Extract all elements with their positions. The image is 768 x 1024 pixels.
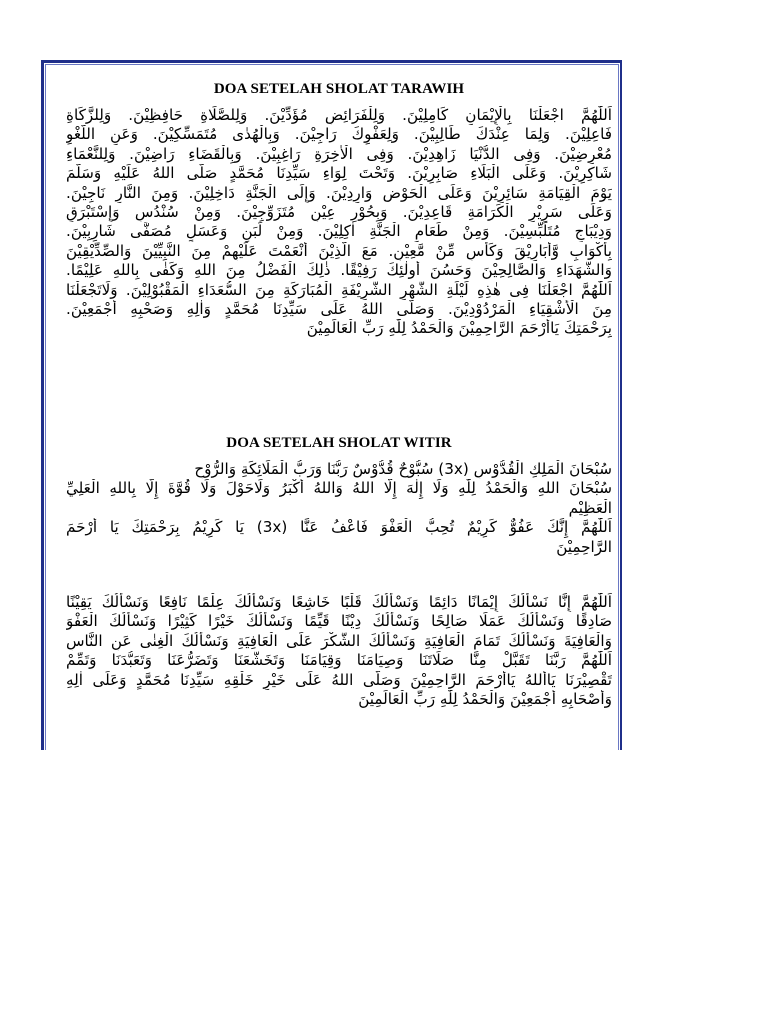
witir-title: DOA SETELAH SHOLAT WITIR — [226, 435, 452, 451]
tarawih-line: فَاعِلِيْنَ. وَلِمَا عِنْدَكَ طَالِبِيْنَ. وَلِعَفْوِكَ رَاجِيْنَ. وَبِالْهُدٰى مُتَمَسِّكِيْنَ. وَعَنِ اللَّغْوِ — [66, 125, 612, 144]
tarawih-title: DOA SETELAH SHOLAT TARAWIH — [213, 81, 465, 97]
tarawih-line: اَللّٰهُمَّ اجْعَلْنَا بِالْإِيْمَانِ كَامِلِيْنَ. وَلِلْفَرَائِضِ مُؤَدِّيْنَ. وَلِلصَّلَاةِ حَافِظِيْنَ. وَلِلزَّكَاةِ — [66, 106, 612, 124]
tarawih-line: وَدِيْبَاجٍ مُتَلَبِّسِيْنَ. وَمِنْ طَعَامِ الْجَنَّةِ اٰكِلِيْنَ. وَمِنْ لَبَنٍ وَعَسَلٍ مُصَفًّى شَارِبِيْنَ. — [66, 222, 612, 241]
paragraph-gap — [66, 557, 612, 593]
tarawih-line: بِأَكْوَابٍ وَّأَبَارِيْقَ وَكَأْسٍ مِّنْ مَّعِيْنٍ. مَعَ الَّذِيْنَ أَنْعَمْتَ عَلَيْهِمْ مِنَ النَّبِيِّيْنَ وَالصِّدِّيْقِيْنَ — [66, 241, 612, 260]
witir-line: وَأَصْحَابِهِ أَجْمَعِيْنَ وَالْحَمْدُ لِلّٰهِ رَبِّ الْعَالَمِيْنَ — [358, 690, 612, 709]
witir-line: اَللّٰهُمَّ رَبَّنَا تَقَبَّلْ مِنَّا صَلَاتَنَا وَصِيَامَنَا وَقِيَامَنَا وَتَخَشُّعَنَا وَتَضَرُّعَنَا وَتَعَبُّدَنَا وَتَمِّمْ — [66, 651, 612, 670]
tarawih-line: بِرَحْمَتِكَ يَاأَرْحَمَ الرَّاحِمِيْنَ وَالْحَمْدُ لِلّٰهِ رَبِّ الْعَالَمِيْنَ — [306, 319, 612, 338]
witir-line: سُبْحَانَ الْمَلِكِ الْقُدُّوْسِ (3x) سُبُّوْحٌ قُدُّوْسٌ رَبُّنَا وَرَبُّ الْمَلَائِكَةِ وَالرُّوْحِ — [194, 460, 612, 478]
witir-line: سُبْحَانَ اللهِ وَالْحَمْدُ لِلّٰهِ وَلَا إِلٰهَ إِلَّا اللهُ وَاللهُ أَكْبَرُ وَلَاحَوْلَ وَلَا قُوَّةَ إِلَّا بِاللهِ الْعَلِيِّ — [66, 479, 612, 498]
witir-line: اَللّٰهُمَّ إِنَّكَ عَفُوٌّ كَرِيْمٌ تُحِبُّ الْعَفْوَ فَاعْفُ عَنَّا (3x) يَا كَرِيْمُ بِرَحْمَتِكَ يَا أَرْحَمَ — [66, 518, 612, 537]
witir-section — [66, 435, 612, 709]
tarawih-prayer-text — [66, 106, 612, 339]
witir-line: صَادِقًا وَنَسْأَلُكَ عَمَلًا صَالِحًا وَنَسْأَلُكَ دِيْنًا قَيِّمًا وَنَسْأَلُكَ خَيْرًا كَثِيْرًا وَنَسْأَلُكَ الْعَفْوَ — [66, 612, 612, 631]
page-border-frame — [41, 60, 622, 750]
tarawih-line: يَوْمَ الْقِيَامَةِ سَائِرِيْنَ وَعَلَى الْحَوْضِ وَارِدِيْنَ. وَإِلَى الْجَنَّةِ دَاخِلِيْنَ. وَمِنَ النَّارِ نَاجِيْنَ. — [66, 183, 612, 202]
tarawih-line: مُعْرِضِيْنَ. وَفِى الدُّنْيَا زَاهِدِيْنَ. وَفِى الْاٰخِرَةِ رَاغِبِيْنَ. وَبِالْقَضَاءِ رَاضِيْنَ. وَلِلنَّعْمَاءِ — [66, 144, 612, 163]
witir-line: الرَّاحِمِيْنَ — [556, 537, 612, 556]
witir-prayer-text — [66, 593, 612, 709]
tarawih-section — [66, 81, 612, 339]
witir-line: اَللّٰهُمَّ إِنَّا نَسْأَلُكَ إِيْمَانًا دَائِمًا وَنَسْأَلُكَ قَلْبًا خَاشِعًا وَنَسْأَلُكَ عِلْمًا نَافِعًا وَنَسْأَلُكَ يَقِيْنًا — [66, 593, 612, 612]
witir-line: تَقْصِيْرَنَا يَاأَللهُ يَاأَرْحَمَ الرَّاحِمِيْنَ وَصَلَّى اللهُ عَلَى خَيْرِ خَلْقِهِ سَيِّدِنَا مُحَمَّدٍ وَعَلَى اٰلِهِ — [66, 670, 612, 689]
witir-line: الْعَظِيْمِ — [568, 498, 612, 517]
witir-line: وَالْعَافِيَةَ وَنَسْأَلُكَ تَمَامَ الْعَافِيَةِ وَنَسْأَلُكَ الشُّكْرَ عَلَى الْعَافِيَةِ وَنَسْأَلُكَ الْغِنٰى عَنِ النَّاسِ — [66, 631, 612, 650]
tarawih-line: وَعَلَى سَرِيْرِ الْكَرَامَةِ قَاعِدِيْنَ. وَبِحُوْرٍ عِيْنٍ مُتَزَوِّجِيْنَ. وَمِنْ سُنْدُسٍ وَإِسْتَبْرَقٍ — [66, 203, 612, 222]
tarawih-line: اَللّٰهُمَّ اجْعَلْنَا فِى هٰذِهِ لَيْلَةِ الشَّهْرِ الشَّرِيْفَةِ الْمُبَارَكَةِ مِنَ السُّعَدَاءِ الْمَقْبُوْلِيْنَ. وَلَاتَجْعَلْنَا — [66, 280, 612, 299]
witir-tasbih-text — [66, 460, 612, 557]
tarawih-line: شَاكِرِيْنَ. وَعَلَى الْبَلَاءِ صَابِرِيْنَ. وَتَحْتَ لِوَاءِ سَيِّدِنَا مُحَمَّدٍ صَلَّى اللهُ عَلَيْهِ وَسَلَّمَ — [66, 164, 612, 183]
tarawih-line: مِنَ الْأَشْقِيَاءِ الْمَرْدُوْدِيْنَ. وَصَلَّى اللهُ عَلَى سَيِّدِنَا مُحَمَّدٍ وَاٰلِهِ وَصَحْبِهِ أَجْمَعِيْنَ. — [66, 300, 612, 319]
tarawih-line: وَالشُّهَدَاءِ وَالصَّالِحِيْنَ وَحَسُنَ أُولٰئِكَ رَفِيْقًا. ذٰلِكَ الْفَضْلُ مِنَ اللهِ وَكَفٰى بِاللهِ عَلِيْمًا. — [66, 261, 612, 280]
